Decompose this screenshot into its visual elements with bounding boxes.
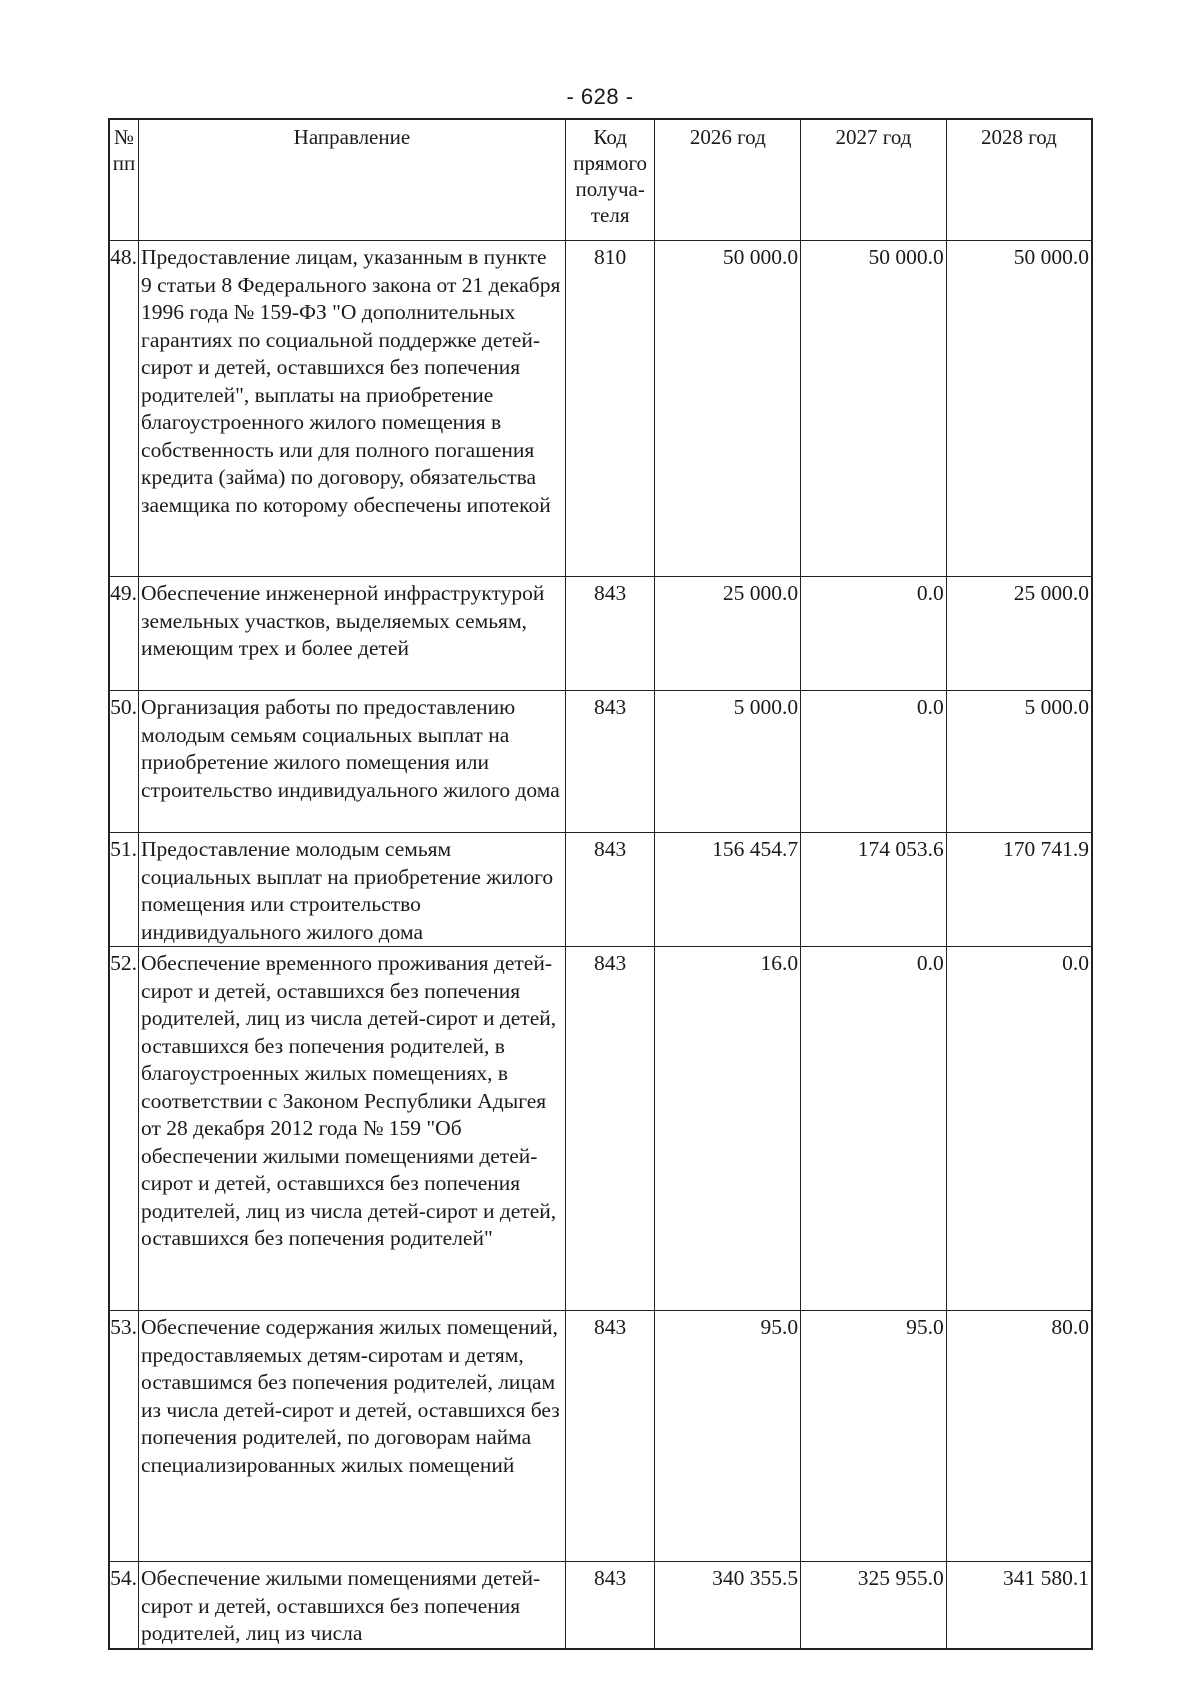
row-index: 51. (109, 833, 139, 947)
table-row (109, 1311, 1092, 1562)
row-2028: 341 580.1 (946, 1562, 1092, 1649)
row-2026: 156 454.7 (655, 833, 801, 947)
row-direction: Обеспечение жилыми помещениями детей-сирот и детей, оставшихся без попечения родителей, лиц из числа (139, 1562, 566, 1649)
row-2027: 0.0 (801, 947, 947, 1311)
row-2028: 25 000.0 (946, 577, 1092, 691)
row-2026: 16.0 (655, 947, 801, 1311)
row-code: 843 (565, 947, 655, 1311)
row-2026: 340 355.5 (655, 1562, 801, 1649)
row-direction: Предоставление молодым семьям социальных выплат на приобретение жилого помещения или строительство индивидуального жилого дома (139, 833, 566, 947)
row-index: 52. (109, 947, 139, 1311)
row-2027: 0.0 (801, 577, 947, 691)
table-row (109, 1562, 1092, 1649)
header-direction: Направление (139, 119, 566, 241)
header-code: Код прямого получа-теля (565, 119, 655, 241)
row-direction: Обеспечение временного проживания детей-сирот и детей, оставшихся без попечения родителей, лиц из числа детей-сирот и детей, оставшихся без попечения родителей, в благоустроенных жилых помещениях, в соответствии с Законом Республики Адыгея от 28 декабря 2012 года № 159 "Об обеспечении жилыми помещениями детей-сирот и детей, оставшихся без попечения родителей, лиц из числа детей-сирот и детей, оставшихся без попечения родителей" (139, 947, 566, 1311)
row-2027: 174 053.6 (801, 833, 947, 947)
row-index: 54. (109, 1562, 139, 1649)
row-code: 843 (565, 1562, 655, 1649)
row-2027: 50 000.0 (801, 241, 947, 577)
row-index: 49. (109, 577, 139, 691)
row-2028: 50 000.0 (946, 241, 1092, 577)
row-2027: 95.0 (801, 1311, 947, 1562)
table-row (109, 947, 1092, 1311)
page-number: - 628 - (566, 84, 634, 109)
row-2026: 95.0 (655, 1311, 801, 1562)
budget-table (108, 118, 1093, 1650)
row-code: 843 (565, 577, 655, 691)
header-index: № пп (109, 119, 139, 241)
row-2027: 325 955.0 (801, 1562, 947, 1649)
header-2028: 2028 год (946, 119, 1092, 241)
row-code: 843 (565, 833, 655, 947)
table-row (109, 691, 1092, 833)
row-direction: Обеспечение инженерной инфраструктурой земельных участков, выделяемых семьям, имеющим трех и более детей (139, 577, 566, 691)
row-index: 53. (109, 1311, 139, 1562)
table-row (109, 833, 1092, 947)
row-2028: 0.0 (946, 947, 1092, 1311)
row-index: 48. (109, 241, 139, 577)
row-2028: 170 741.9 (946, 833, 1092, 947)
row-2026: 5 000.0 (655, 691, 801, 833)
row-2026: 25 000.0 (655, 577, 801, 691)
row-code: 843 (565, 1311, 655, 1562)
row-2028: 80.0 (946, 1311, 1092, 1562)
row-direction: Обеспечение содержания жилых помещений, предоставляемых детям-сиротам и детям, оставшимся без попечения родителей, лицам из числа детей-сирот и детей, оставшихся без попечения родителей, по договорам найма специализированных жилых помещений (139, 1311, 566, 1562)
row-2028: 5 000.0 (946, 691, 1092, 833)
row-2027: 0.0 (801, 691, 947, 833)
table-row (109, 577, 1092, 691)
row-code: 810 (565, 241, 655, 577)
table-header-row (109, 119, 1092, 241)
row-code: 843 (565, 691, 655, 833)
table-row (109, 241, 1092, 577)
header-2026: 2026 год (655, 119, 801, 241)
row-2026: 50 000.0 (655, 241, 801, 577)
row-direction: Организация работы по предоставлению молодым семьям социальных выплат на приобретение жилого помещения или строительство индивидуального жилого дома (139, 691, 566, 833)
header-2027: 2027 год (801, 119, 947, 241)
row-direction: Предоставление лицам, указанным в пункте 9 статьи 8 Федерального закона от 21 декабря 1996 года № 159-ФЗ "О дополнительных гарантиях по социальной поддержке детей-сирот и детей, оставшихся без попечения родителей", выплаты на приобретение благоустроенного жилого помещения в собственность или для полного погашения кредита (займа) по договору, обязательства заемщика по которому обеспечены ипотекой (139, 241, 566, 577)
row-index: 50. (109, 691, 139, 833)
